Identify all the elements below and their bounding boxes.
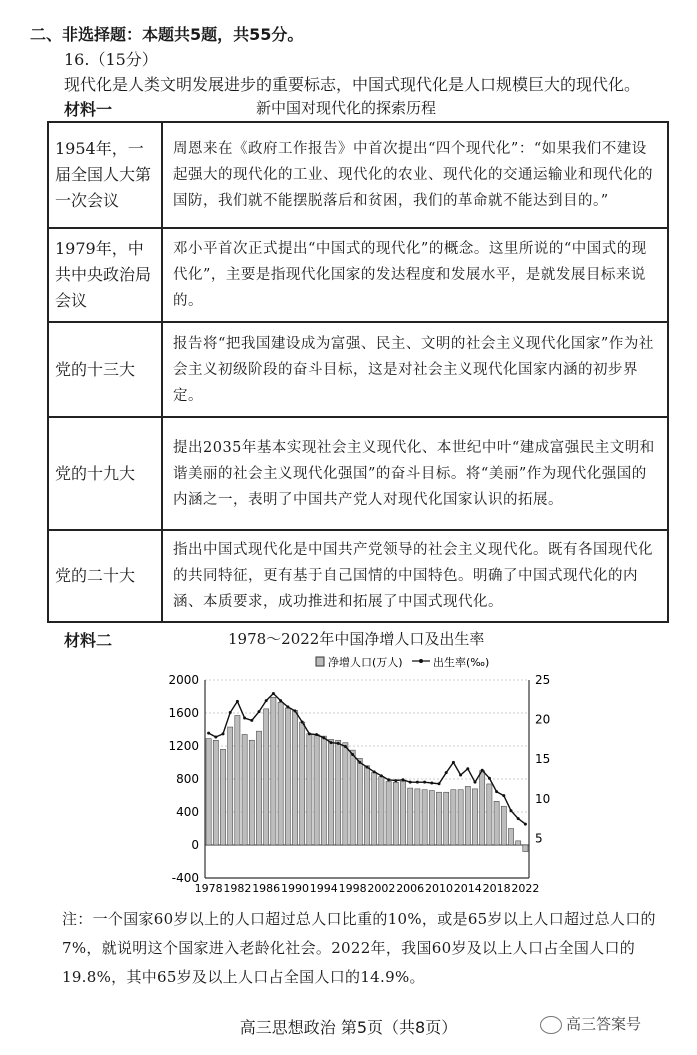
birth-rate-point [351,753,354,756]
bar [314,734,319,845]
birth-rate-point [466,767,469,770]
page-footer: 高三思想政治 第5页（共8页） [239,1018,458,1037]
bar [516,841,521,845]
birth-rate-point [315,733,318,736]
table-row [48,417,668,530]
bar [480,771,485,845]
bar [292,711,297,845]
bar [400,781,405,845]
bar [343,743,348,845]
description-cell: 报告将“把我国建设成为富强、民主、文明的社会主义现代化国家”作为社会主义初级阶段的奋斗目标，这是对社会主义现代化国家内涵的初步界定。 [162,322,668,417]
birth-rate-point [510,809,513,812]
birth-rate-point [330,741,333,744]
bar [328,739,333,845]
birth-rate-point [308,732,311,735]
bar [472,789,477,845]
birth-rate-point [402,778,405,781]
birth-rate-point [423,781,426,784]
material1-title: 新中国对现代化的探索历程 [256,99,437,117]
table-row [48,530,668,622]
birth-rate-point [358,761,361,764]
birth-rate-point [394,779,397,782]
x-tick-label: 1990 [281,882,309,895]
bar [242,734,247,845]
bar [271,697,276,845]
birth-rate-point [258,710,261,713]
watermark [540,1013,641,1034]
bar [285,708,290,845]
bar [321,736,326,845]
x-tick-labels [195,882,540,895]
birth-rate-point [229,711,232,714]
chart-title: 1978～2022年中国净增人口及出生率 [228,630,485,648]
left-tick-label: 800 [176,772,199,786]
bar [379,777,384,845]
material1-label: 材料一 [64,100,113,119]
history-table [47,121,669,623]
birth-rate-point [502,794,505,797]
bar [220,749,225,845]
bar [300,722,305,845]
x-tick-label: 1982 [223,882,252,895]
right-tick-labels [535,673,550,845]
population-chart [150,650,570,895]
bar [523,845,528,852]
birth-rate-point [236,700,239,703]
birth-rate-point [344,745,347,748]
bar [501,806,506,845]
birth-rate-point [481,769,484,772]
bar [213,740,218,845]
x-tick-label: 2002 [367,882,396,895]
chat-icon [540,1016,562,1034]
birth-rate-point [265,699,268,702]
right-tick-label: 15 [535,752,551,767]
birth-rate-point [517,817,520,820]
bar [235,715,240,845]
description-cell: 提出2035年基本实现社会主义现代化、本世纪中叶“建成富强民主文明和谐美丽的社会主义现代化强国”的奋斗目标。将“美丽”作为现代化强国的内涵之一，表明了中国共产党人对现代化国家认识的拓展。 [162,417,668,530]
birth-rate-point [250,719,253,722]
birth-rate-point [416,781,419,784]
x-tick-label: 1998 [338,882,367,895]
event-cell: 1954年，一届全国人大第一次会议 [48,122,162,228]
left-tick-labels [168,673,199,885]
left-tick-label: 400 [176,805,199,819]
birth-rate-point [409,781,412,784]
event-cell: 1979年，中共中央政治局会议 [48,228,162,322]
legend-line-marker [419,659,423,663]
bar [372,772,377,845]
birth-rate-point [387,778,390,781]
question-intro: 现代化是人类文明发展进步的重要标志，中国式现代化是人口规模巨大的现代化。 [64,75,641,94]
bar [228,727,233,845]
birth-rate-point [474,781,477,784]
birth-rate-point [488,777,491,780]
birth-rate-point [459,774,462,777]
watermark-text: 高三答案号 [566,1015,642,1033]
bar [350,750,355,845]
birth-rate-point [438,782,441,785]
birth-rate-point [294,709,297,712]
table-row [48,122,668,228]
x-tick-label: 2022 [511,882,540,895]
legend-line-label: 出生率(‰) [433,656,490,669]
birth-rate-point [495,790,498,793]
bar [206,739,211,845]
birth-rate-point [366,766,369,769]
right-tick-label: 5 [535,831,543,846]
bar [393,782,398,845]
bar [415,789,420,845]
table-row [48,228,668,322]
material2-label: 材料二 [64,631,113,650]
event-cell: 党的十九大 [48,417,162,530]
birth-rate-point [445,771,448,774]
birth-rate-point [222,732,225,735]
bar [451,790,456,845]
right-tick-label: 20 [535,712,551,727]
birth-rate-point [380,774,383,777]
bar [357,758,362,845]
legend-bar-label: 净增人口(万人) [328,656,403,669]
birth-rate-point [286,705,289,708]
birth-rate-point [279,699,282,702]
bar [494,801,499,845]
birth-rate-point [322,736,325,739]
birth-rate-point [272,692,275,695]
event-cell: 党的二十大 [48,530,162,622]
question-number: 16.（15分） [64,50,158,69]
legend [316,655,489,669]
bar [364,766,369,845]
left-tick-label: 1200 [168,739,199,753]
birth-rate-point [373,770,376,773]
birth-rate-point [452,761,455,764]
birth-rate-point [214,736,217,739]
bar [256,731,261,845]
bar [487,784,492,845]
birth-rate-point [301,720,304,723]
x-tick-label: 1994 [309,882,338,895]
bar [336,740,341,845]
birth-rate-point [337,742,340,745]
bar [249,740,254,845]
x-tick-label: 1986 [252,882,281,895]
bar [465,786,470,845]
bar [386,781,391,845]
bar [408,788,413,845]
bar [458,790,463,845]
bar [422,790,427,845]
bar [429,791,434,845]
legend-bar-swatch [316,657,324,666]
birth-rate-point [524,823,527,826]
description-cell: 邓小平首次正式提出“中国式的现代化”的概念。这里所说的“中国式的现代化”，主要是指现代化国家的发达程度和发展水平，是就发展目标来说的。 [162,228,668,322]
x-tick-label: 2014 [453,882,482,895]
left-tick-label: 1600 [168,706,199,720]
bar [264,709,269,845]
bar [508,829,513,846]
x-tick-label: 2010 [425,882,453,895]
right-tick-label: 10 [535,791,551,806]
x-tick-label: 1978 [194,882,223,895]
x-tick-label: 2006 [396,882,425,895]
bar [436,792,441,845]
right-tick-label: 25 [535,673,551,687]
description-cell: 周恩来在《政府工作报告》中首次提出“四个现代化”：“如果我们不建设起强大的现代化的工业、现代化的农业、现代化的交通运输业和现代化的国防，我们就不能摆脱落后和贫困，我们的革命就不能达到目的。” [162,122,668,228]
birth-rate-point [207,732,210,735]
x-tick-label: 2018 [482,882,511,895]
bar [444,792,449,845]
note-text: 注：一个国家60岁以上的人口超过总人口比重的10%，或是65岁以上人口超过总人口的7%，就说明这个国家进入老龄化社会。2022年，我国60岁及以上人口占全国人口的19.8%，其中65岁及以上人口占全国人口的14.9%。 [62,910,656,986]
left-tick-label: 0 [191,838,199,852]
birth-rate-point [243,717,246,720]
birth-rate-point [430,781,433,784]
left-tick-label: 2000 [168,673,199,687]
left-tick-label: -400 [171,871,199,885]
event-cell: 党的十三大 [48,322,162,417]
description-cell: 指出中国式现代化是中国共产党领导的社会主义现代化。既有各国现代化的共同特征，更有基于自己国情的中国特色。明确了中国式现代化的内涵、本质要求，成功推进和拓展了中国式现代化。 [162,530,668,622]
bar [307,734,312,845]
section-title: 二、非选择题：本题共5题，共55分。 [30,25,304,44]
bar [278,702,283,845]
table-row [48,322,668,417]
